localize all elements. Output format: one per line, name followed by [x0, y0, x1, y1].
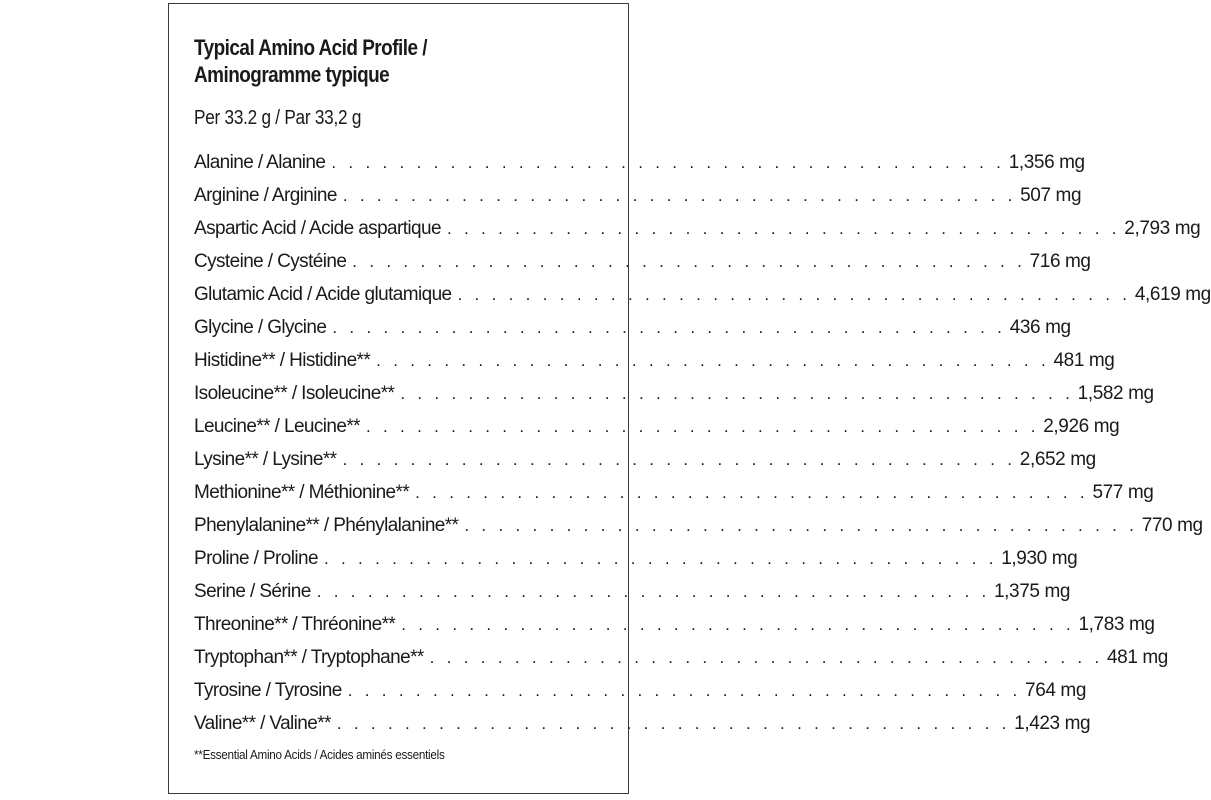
dot-leader: . . . . . . . . . . . . . . . . . . . . . . . . . . . . . . . . . . . . . . . .	[352, 252, 1026, 271]
amino-acid-amount: 770 mg	[1141, 515, 1203, 536]
amino-acid-name: Proline / Proline	[194, 548, 318, 569]
dot-leader: . . . . . . . . . . . . . . . . . . . . . . . . . . . . . . . . . . . . . . . .	[323, 549, 998, 568]
amino-acid-amount: 481 mg	[1053, 350, 1115, 371]
dot-leader: . . . . . . . . . . . . . . . . . . . . . . . . . . . . . . . . . . . . . . . .	[415, 483, 1089, 502]
amino-acid-name: Arginine / Arginine	[194, 185, 337, 206]
amino-acid-amount: 1,375 mg	[994, 581, 1071, 602]
dot-leader: . . . . . . . . . . . . . . . . . . . . . . . . . . . . . . . . . . . . . . . .	[400, 384, 1074, 403]
amino-acid-name: Threonine** / Thréonine**	[194, 614, 396, 635]
amino-acid-name: Tryptophan** / Tryptophane**	[194, 647, 424, 668]
title-line-french: Aminogramme typique	[194, 62, 390, 87]
dot-leader: . . . . . . . . . . . . . . . . . . . . . . . . . . . . . . . . . . . . . . . .	[401, 615, 1075, 634]
amino-acid-name: Cysteine / Cystéine	[194, 251, 347, 272]
dot-leader: . . . . . . . . . . . . . . . . . . . . . . . . . . . . . . . . . . . . . . . .	[342, 186, 1017, 205]
amino-acid-amount: 1,930 mg	[1001, 548, 1078, 569]
amino-acid-amount: 1,356 mg	[1008, 152, 1085, 173]
amino-acid-row	[194, 575, 1071, 608]
dot-leader: . . . . . . . . . . . . . . . . . . . . . . . . . . . . . . . . . . . . . . . .	[331, 153, 1005, 172]
dot-leader: . . . . . . . . . . . . . . . . . . . . . . . . . . . . . . . . . . . . . . . .	[336, 714, 1011, 733]
footnote: **Essential Amino Acids / Acides aminés essentiels	[194, 747, 445, 762]
amino-acid-name: Aspartic Acid / Acide aspartique	[194, 218, 441, 239]
amino-acid-row	[194, 146, 1085, 179]
dot-leader: . . . . . . . . . . . . . . . . . . . . . . . . . . . . . . . . . . . . . . . .	[365, 417, 1040, 436]
dot-leader: . . . . . . . . . . . . . . . . . . . . . . . . . . . . . . . . . . . . . . . .	[342, 450, 1016, 469]
amino-acid-amount: 2,652 mg	[1019, 449, 1096, 470]
dot-leader: . . . . . . . . . . . . . . . . . . . . . . . . . . . . . . . . . . . . . . . .	[457, 285, 1131, 304]
amino-acid-row	[194, 212, 1201, 245]
dot-leader: . . . . . . . . . . . . . . . . . . . . . . . . . . . . . . . . . . . . . . . .	[332, 318, 1006, 337]
amino-acid-amount: 764 mg	[1025, 680, 1087, 701]
dot-leader: . . . . . . . . . . . . . . . . . . . . . . . . . . . . . . . . . . . . . . . .	[429, 648, 1103, 667]
amino-acid-row	[194, 707, 1091, 740]
amino-acid-name: Phenylalanine** / Phénylalanine**	[194, 515, 459, 536]
amino-acid-name: Leucine** / Leucine**	[194, 416, 360, 437]
dot-leader: . . . . . . . . . . . . . . . . . . . . . . . . . . . . . . . . . . . . . . . .	[376, 351, 1050, 370]
amino-acid-row	[194, 311, 1071, 344]
amino-acid-row	[194, 443, 1096, 476]
amino-acid-amount: 716 mg	[1029, 251, 1091, 272]
amino-acid-row	[194, 509, 1203, 542]
amino-acid-amount: 507 mg	[1020, 185, 1082, 206]
amino-acid-row	[194, 641, 1168, 674]
amino-acid-row	[194, 542, 1078, 575]
amino-acid-amount: 2,926 mg	[1043, 416, 1120, 437]
amino-acid-row	[194, 179, 1082, 212]
amino-acid-row	[194, 476, 1154, 509]
amino-acid-name: Serine / Sérine	[194, 581, 311, 602]
amino-acid-amount: 4,619 mg	[1134, 284, 1211, 305]
dot-leader: . . . . . . . . . . . . . . . . . . . . . . . . . . . . . . . . . . . . . . . .	[446, 219, 1121, 238]
dot-leader: . . . . . . . . . . . . . . . . . . . . . . . . . . . . . . . . . . . . . . . .	[464, 516, 1138, 535]
amino-acid-name: Lysine** / Lysine**	[194, 449, 337, 470]
amino-acid-amount: 1,423 mg	[1014, 713, 1091, 734]
amino-acid-amount: 1,582 mg	[1077, 383, 1154, 404]
amino-acid-name: Alanine / Alanine	[194, 152, 326, 173]
amino-acid-name: Glutamic Acid / Acide glutamique	[194, 284, 452, 305]
panel-title	[194, 34, 427, 88]
amino-acid-name: Valine** / Valine**	[194, 713, 331, 734]
amino-acid-row	[194, 410, 1120, 443]
amino-acid-row	[194, 245, 1091, 278]
amino-acid-name: Isoleucine** / Isoleucine**	[194, 383, 395, 404]
title-line-english: Typical Amino Acid Profile /	[194, 35, 427, 60]
amino-acid-amount: 577 mg	[1092, 482, 1154, 503]
amino-acid-profile-panel	[168, 3, 1211, 794]
amino-acid-row	[194, 377, 1154, 410]
amino-acid-list	[194, 146, 1211, 740]
amino-acid-row	[194, 344, 1115, 377]
dot-leader: . . . . . . . . . . . . . . . . . . . . . . . . . . . . . . . . . . . . . . . .	[347, 681, 1022, 700]
amino-acid-name: Histidine** / Histidine**	[194, 350, 371, 371]
dot-leader: . . . . . . . . . . . . . . . . . . . . . . . . . . . . . . . . . . . . . . . .	[316, 582, 991, 601]
amino-acid-name: Tyrosine / Tyrosine	[194, 680, 342, 701]
amino-acid-amount: 481 mg	[1106, 647, 1168, 668]
amino-acid-name: Methionine** / Méthionine**	[194, 482, 410, 503]
amino-acid-amount: 2,793 mg	[1124, 218, 1201, 239]
amino-acid-amount: 1,783 mg	[1078, 614, 1155, 635]
amino-acid-amount: 436 mg	[1009, 317, 1071, 338]
amino-acid-row	[194, 608, 1155, 641]
amino-acid-row	[194, 278, 1211, 311]
amino-acid-name: Glycine / Glycine	[194, 317, 327, 338]
serving-size: Per 33.2 g / Par 33,2 g	[194, 107, 362, 129]
amino-acid-row	[194, 674, 1087, 707]
